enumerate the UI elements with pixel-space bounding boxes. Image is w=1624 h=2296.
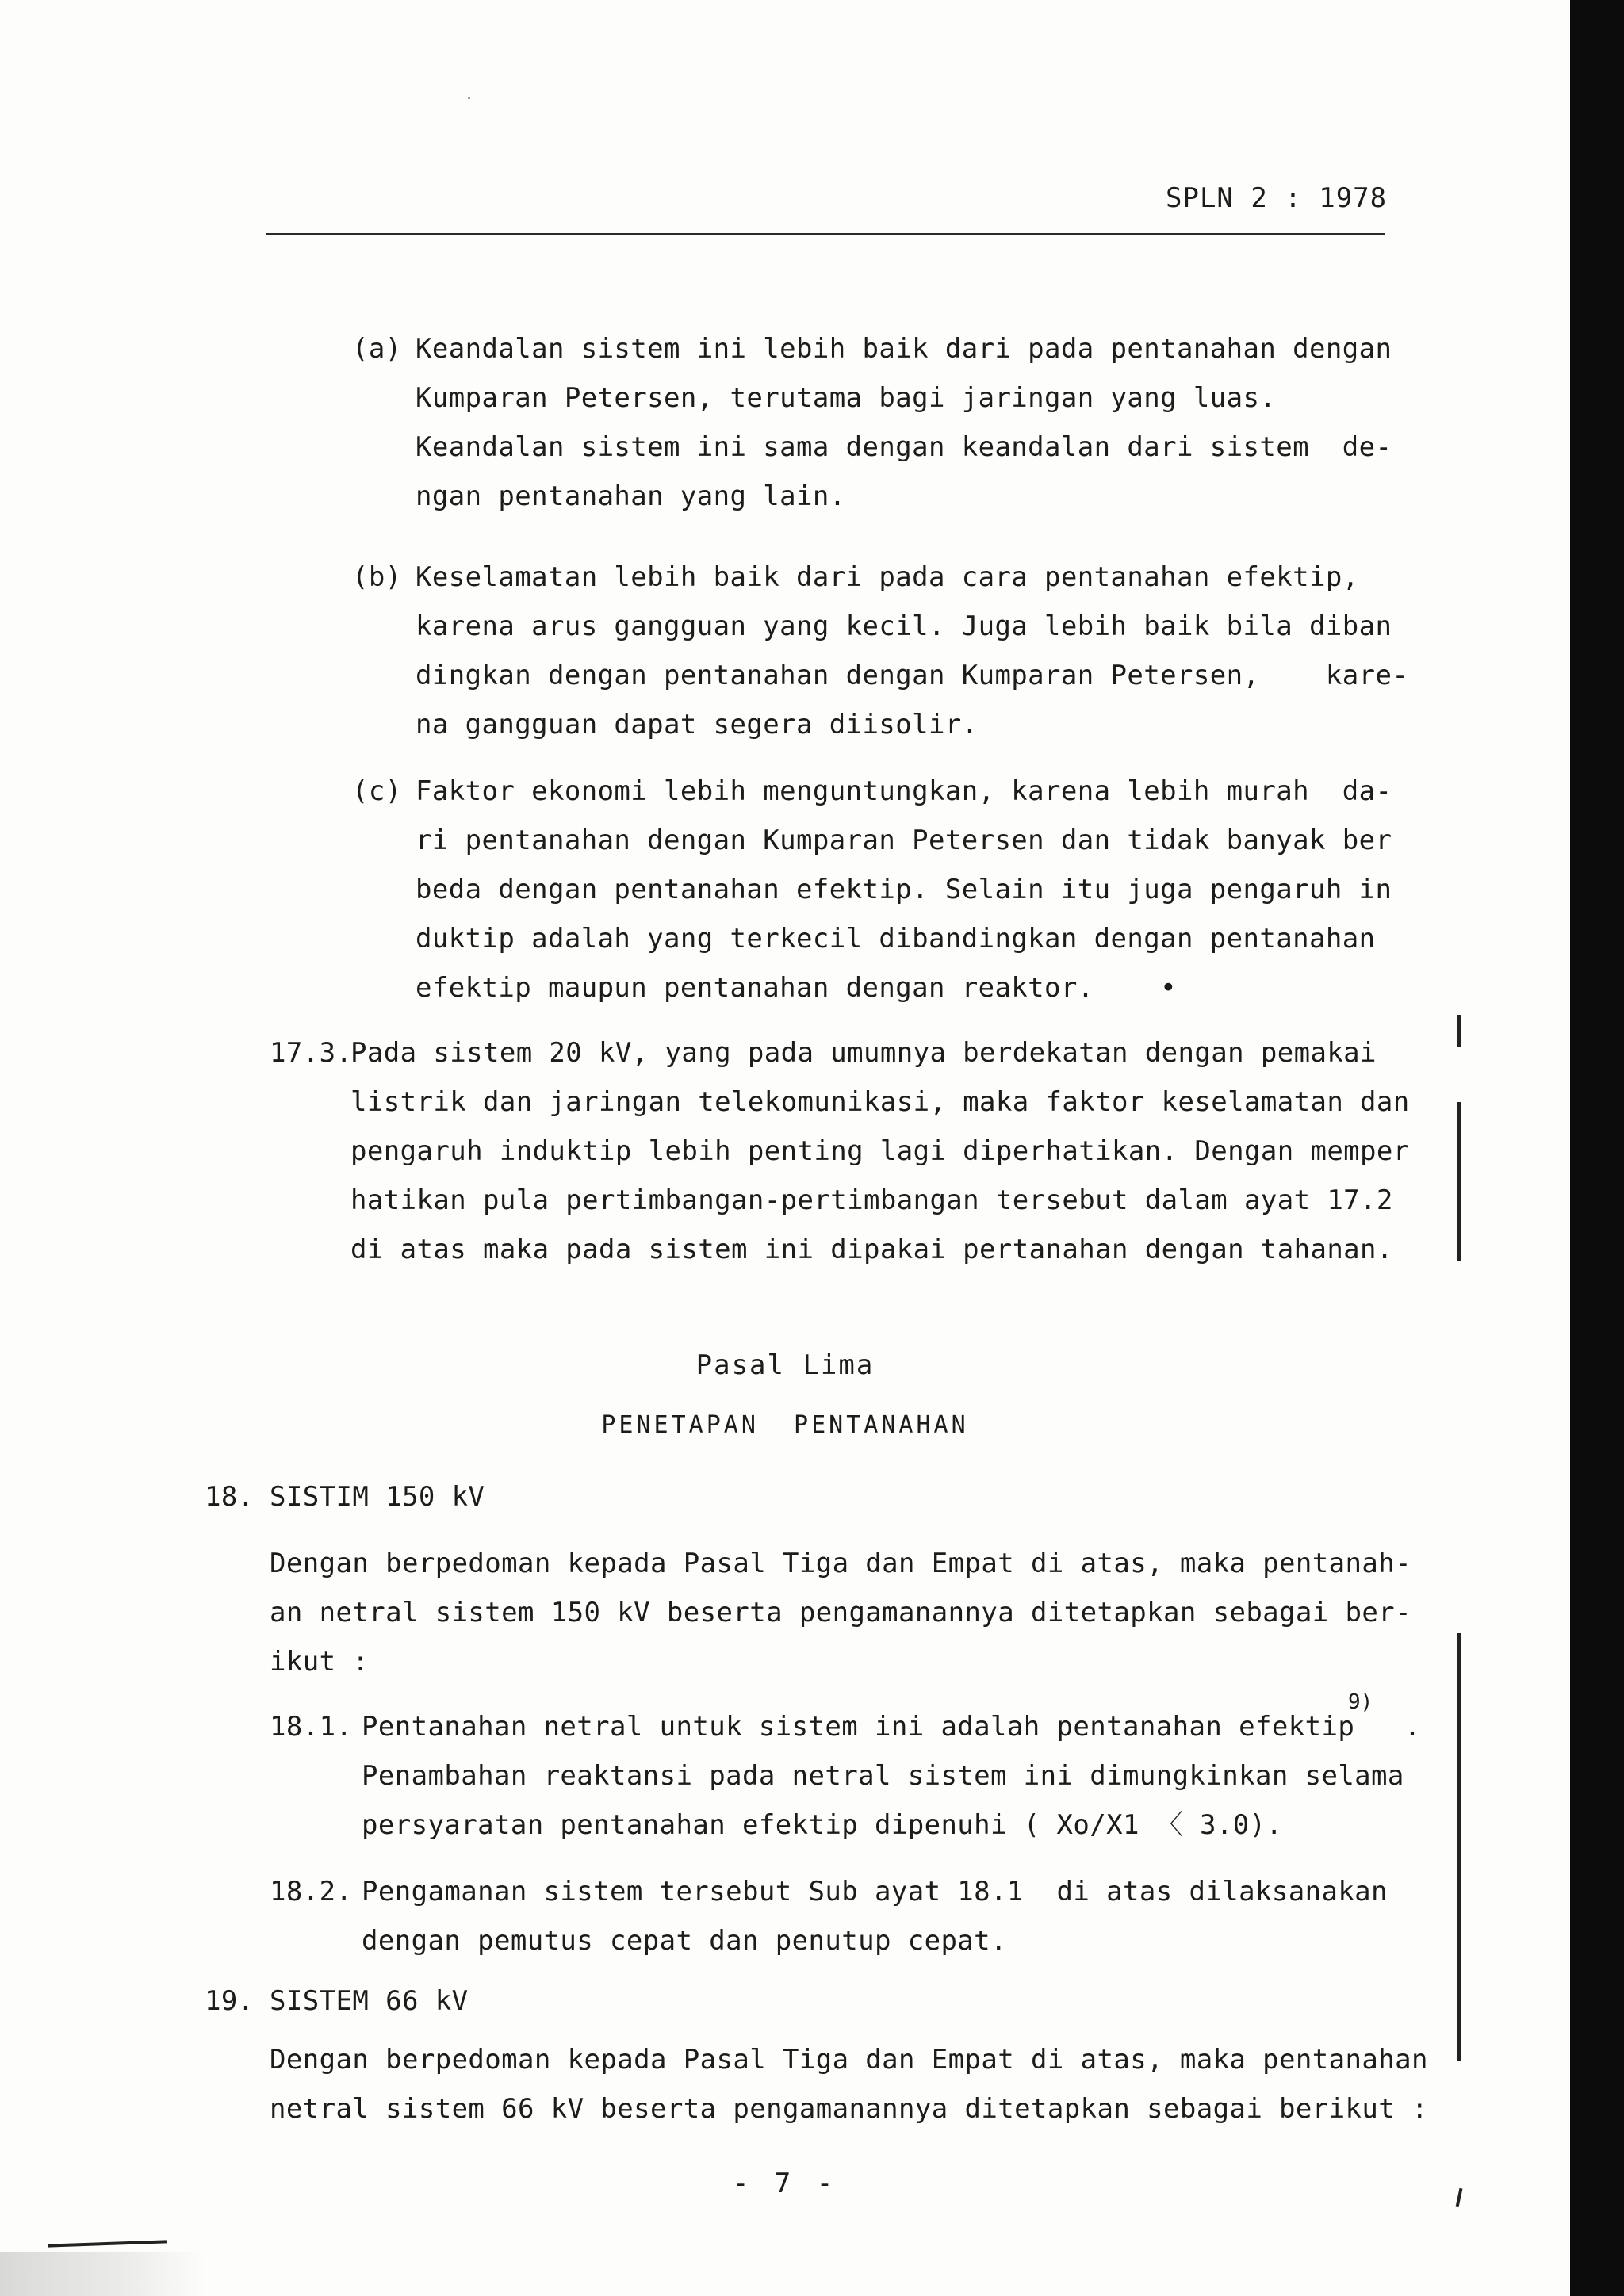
section-17-3-line: di atas maka pada sistem ini dipakai pertanahan dengan tahanan.	[350, 1234, 1393, 1265]
section-19-heading: SISTEM 66 kV	[270, 1985, 469, 2017]
margin-mark	[1457, 1102, 1461, 1261]
sub-18-2-line: Pengamanan sistem tersebut Sub ayat 18.1 di atas dilaksanakan	[362, 1876, 1388, 1908]
section-18-intro-line: an netral sistem 150 kV beserta pengamanannya ditetapkan sebagai ber-	[270, 1597, 1412, 1628]
header-rule	[266, 233, 1385, 235]
scan-dark-edge	[1570, 0, 1624, 2296]
item-c-line: ri pentanahan dengan Kumparan Petersen dan tidak banyak ber	[416, 825, 1392, 856]
item-c-label: (c)	[352, 775, 402, 807]
document-code: SPLN 2 : 1978	[1166, 182, 1388, 214]
item-c-line: beda dengan pentanahan efektip. Selain itu juga pengaruh in	[416, 874, 1392, 905]
section-19-number: 19.	[205, 1985, 255, 2017]
section-17-3-line: hatikan pula pertimbangan-pertimbangan tersebut dalam ayat 17.2	[350, 1184, 1393, 1216]
item-c-line: efektip maupun pentanahan dengan reaktor. •	[416, 972, 1178, 1004]
chapter-subtitle: PENETAPAN PENTANAHAN	[601, 1411, 969, 1439]
item-a-line: Keandalan sistem ini sama dengan keandalan dari sistem de-	[416, 431, 1392, 463]
sub-18-2-line: dengan pemutus cepat dan penutup cepat.	[362, 1925, 1007, 1957]
sub-18-2-number: 18.2.	[270, 1876, 353, 1908]
scan-dash-mark	[48, 2240, 167, 2247]
section-17-3-line: listrik dan jaringan telekomunikasi, maka faktor keselamatan dan	[350, 1086, 1410, 1118]
page-number: - 7 -	[732, 2168, 838, 2199]
section-17-3-line: Pada sistem 20 kV, yang pada umumnya berdekatan dengan pemakai	[350, 1037, 1377, 1069]
item-b-label: (b)	[352, 561, 402, 593]
sub-18-1-number: 18.1.	[270, 1711, 353, 1743]
section-18-heading: SISTIM 150 kV	[270, 1481, 485, 1513]
item-b-line: Keselamatan lebih baik dari pada cara pentanahan efektip,	[416, 561, 1359, 593]
margin-mark	[1457, 1015, 1461, 1047]
chapter-title: Pasal Lima	[695, 1349, 875, 1381]
item-a-line: ngan pentanahan yang lain.	[416, 480, 846, 512]
sub-18-1-line: Penambahan reaktansi pada netral sistem ini dimungkinkan selama	[362, 1760, 1404, 1792]
margin-mark	[1457, 1633, 1461, 2061]
section-17-3-number: 17.3.	[270, 1037, 353, 1069]
section-19-line: netral sistem 66 kV beserta pengamanannya ditetapkan sebagai berikut :	[270, 2093, 1428, 2125]
item-c-line: duktip adalah yang terkecil dibandingkan dengan pentanahan	[416, 923, 1376, 955]
item-a-line: Keandalan sistem ini lebih baik dari pada pentanahan dengan	[416, 333, 1392, 365]
item-a-label: (a)	[352, 333, 402, 365]
sub-18-1-line: persyaratan pentanahan efektip dipenuhi ( Xo/X1 〈 3.0).	[362, 1809, 1283, 1841]
section-18-intro-line: Dengan berpedoman kepada Pasal Tiga dan Empat di atas, maka pentanah-	[270, 1548, 1412, 1579]
section-19-line: Dengan berpedoman kepada Pasal Tiga dan Empat di atas, maka pentanahan	[270, 2044, 1428, 2076]
item-a-line: Kumparan Petersen, terutama bagi jaringan yang luas.	[416, 382, 1277, 414]
sub-18-1-line: Pentanahan netral untuk sistem ini adalah pentanahan efektip .	[362, 1711, 1421, 1743]
scan-speck	[468, 97, 470, 99]
item-b-line: karena arus gangguan yang kecil. Juga lebih baik bila diban	[416, 610, 1392, 642]
item-b-line: dingkan dengan pentanahan dengan Kumparan Petersen, kare-	[416, 660, 1409, 691]
scan-smudge	[0, 2252, 206, 2296]
section-18-number: 18.	[205, 1481, 255, 1513]
item-c-line: Faktor ekonomi lebih menguntungkan, karena lebih murah da-	[416, 775, 1392, 807]
item-b-line: na gangguan dapat segera diisolir.	[416, 709, 979, 740]
footnote-ref: 9)	[1348, 1690, 1373, 1714]
section-17-3-line: pengaruh induktip lebih penting lagi diperhatikan. Dengan memper	[350, 1135, 1410, 1167]
section-18-intro-line: ikut :	[270, 1646, 370, 1678]
